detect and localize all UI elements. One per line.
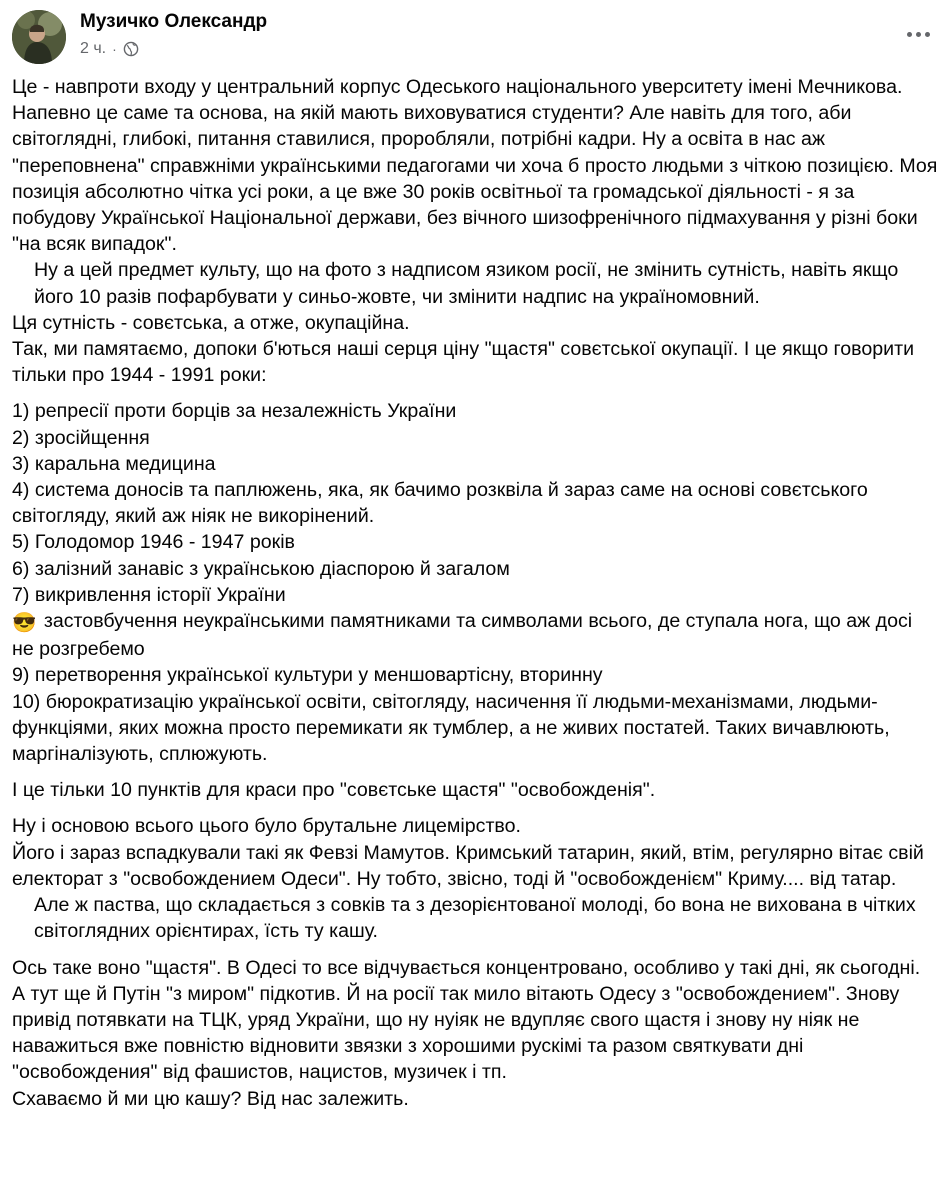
list-item: 9) перетворення української культури у меншовартісну, вторинну: [12, 664, 603, 687]
paragraph: Ця сутність - совєтська, а отже, окупаційна.: [12, 311, 410, 334]
more-dot: [916, 32, 921, 37]
paragraph: Ну а цей предмет культу, що на фото з надписом язиком росії, не змінить сутність, навіть якщо його 10 разів пофарбувати у синьо-жовте, чи змінити надпис на україномовний.: [34, 259, 899, 308]
list-item: 1) репресії проти борців за незалежність України: [12, 400, 457, 423]
list-item: 6) залізний занавіс з українською діаспорою й загалом: [12, 557, 510, 580]
paragraph: Його і зараз вспадкували такі як Февзі Мамутов. Кримський татарин, який, втім, регулярно вітає свій електорат з "освобождением Одеси". Ну тобто, звісно, тоді й "освобожденієм" Криму.... від татар.: [12, 841, 924, 890]
more-options-button[interactable]: [902, 24, 934, 44]
list-item-text: застовбучення неукраїнськими памятниками та символами всього, де ступала нога, що аж досі не розгребемо: [12, 610, 913, 661]
paragraph: Ну і основою всього цього було брутальне лицемірство.: [12, 815, 521, 838]
avatar-photo: [12, 10, 66, 64]
post-body: [12, 74, 938, 1112]
paragraph: Напевно це саме та основа, на якій мають виховуватися студенти? Але навіть для того, аби світоглядні, глибокі, питання ставилися, проробляли, потрібні кадри. Ну а освіта в нас аж "переповнена" справжніми українськими педагогами чи хоча б просто людьми з чіткою позицією. Моя позиція абсолютно чітка усі роки, а це вже 30 років освітньої та громадської діяльності - я за побудову Української Національної держави, без вічного шизофренічного підмахування у різні боки "на всяк випадок".: [12, 102, 938, 256]
list-item: 4) система доносів та паплюжень, яка, як бачимо розквіла й зараз саме на основі совєтського світогляду, який аж ніяк не викорінений.: [12, 479, 868, 528]
sunglasses-emoji-icon: 😎: [12, 612, 37, 635]
paragraph: Схаваємо й ми цю кашу? Від нас залежить.: [12, 1087, 409, 1110]
paragraph: Це - навпроти входу у центральний корпус Одеського національного уверситету імені Мечникова.: [12, 76, 903, 98]
post-time[interactable]: 2 ч.: [80, 40, 107, 57]
post-meta: [80, 40, 139, 58]
list-item: 5) Голодомор 1946 - 1947 років: [12, 531, 295, 554]
list-item: 10) бюрократизацію української освіти, світогляду, насичення її людьми-механізмами, людьми-функціями, яких можна просто перемикати як тумблер, а не живих постатей. Таких вичавлюють, маргіналізують, сплюжують.: [12, 690, 890, 766]
more-dot: [925, 32, 930, 37]
post-header: [0, 0, 950, 70]
paragraph: Так, ми памятаємо, допоки б'ються наші серця ціну "щастя" совєтської окупації. І це якщо говорити тільки про 1944 - 1991 роки:: [12, 338, 915, 387]
author-name[interactable]: Музичко Олександр: [80, 11, 268, 32]
more-dot: [907, 32, 912, 37]
list-item: [12, 608, 938, 662]
meta-separator: ·: [112, 41, 117, 57]
avatar[interactable]: [12, 10, 66, 64]
list-item: 2) зросійщення: [12, 426, 150, 449]
globe-icon[interactable]: [123, 41, 139, 57]
list-item: 3) каральна медицина: [12, 452, 216, 475]
paragraph: Але ж паства, що складається з совків та з дезорієнтованої молоді, бо вона не вихована в чітких світоглядних орієнтирах, їсть ту кашу.: [34, 894, 916, 943]
list-item: 7) викривлення історії України: [12, 583, 286, 606]
paragraph: І це тільки 10 пунктів для краси про "совєтське щастя" "освобожденія".: [12, 779, 656, 802]
paragraph: Ось таке воно "щастя". В Одесі то все відчувається концентровано, особливо у такі дні, як сьогодні. А тут ще й Путін "з миром" підкотив. Й на росії так мило вітають Одесу з "освобождением". Знову привід потявкати на ТЦК, уряд України, що ну нуіяк не вдупляє свого щастя і знову ну ніяк не наважиться вже повністю відновити звязки з хорошими рускімі та разом святкувати дні "освобождения" від фашистов, нацистов, музичек і тп.: [12, 956, 921, 1084]
